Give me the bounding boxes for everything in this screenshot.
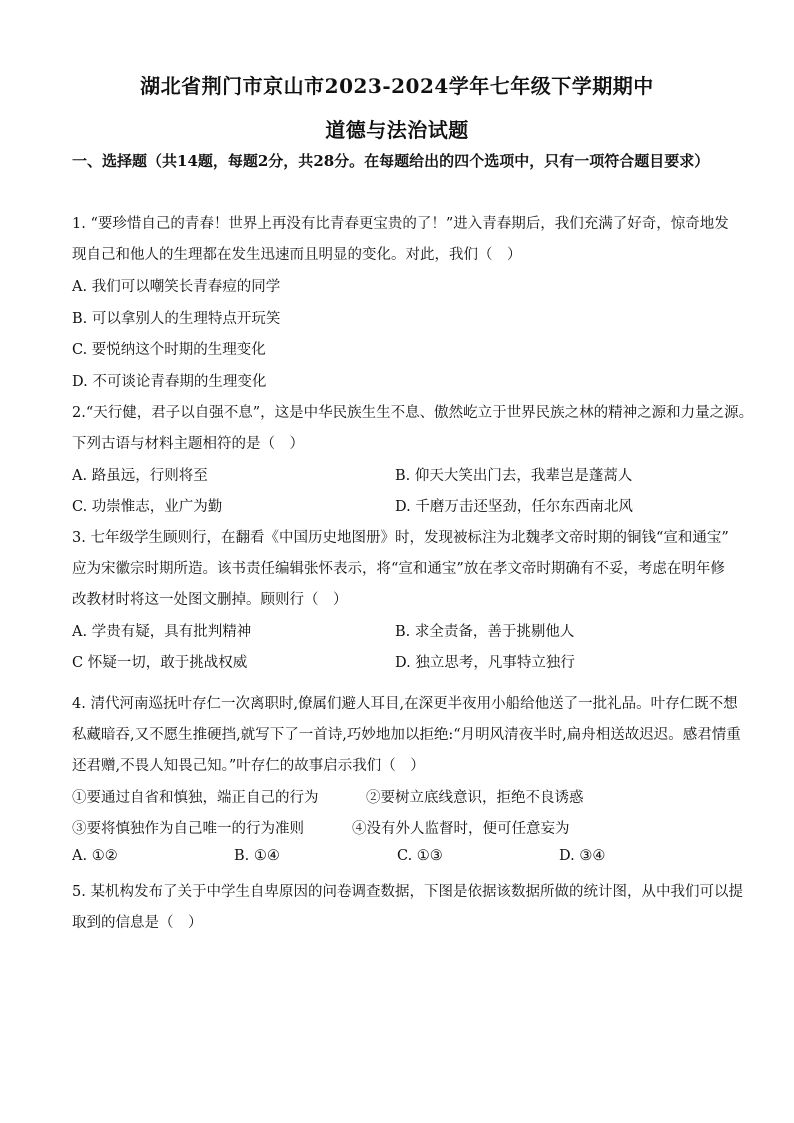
section-heading: 一、选择题（共14题，每题2分，共28分。在每题给出的四个选项中，只有一项符合题目要求）: [72, 152, 710, 170]
q2-option-d: D. 千磨万击还坚劲，任尔东西南北风: [395, 499, 633, 515]
q2-stem-line1: 2.“天行健，君子以自强不息”，这是中华民族生生不息、傲然屹立于世界民族之林的精神之源和力量之源。: [72, 405, 754, 421]
q3-option-c: C 怀疑一切，敢于挑战权威: [72, 655, 248, 671]
q4-option-c: C. ①③: [397, 848, 443, 864]
q4-statement-4: ④没有外人监督时，便可任意妄为: [352, 821, 570, 837]
q5-stem-line1: 5. 某机构发布了关于中学生自卑原因的问卷调查数据，下图是依据该数据所做的统计图，从中我们可以提: [72, 884, 743, 900]
q2-option-b: B. 仰天大笑出门去，我辈岂是蓬蒿人: [395, 468, 633, 484]
q1-option-b: B. 可以拿别人的生理特点开玩笑: [72, 311, 281, 327]
q1-stem-line2: 现自己和他人的生理都在发生迅速而且明显的变化。对此，我们（ ）: [72, 247, 522, 263]
q4-stem-line1: 4. 清代河南巡抚叶存仁一次离职时,僚属们避人耳目,在深更半夜用小船给他送了一批礼品。叶存仁既不想: [72, 696, 738, 712]
q1-option-c: C. 要悦纳这个时期的生理变化: [72, 342, 266, 358]
q4-statement-3: ③要将慎独作为自己唯一的行为准则: [72, 821, 304, 837]
q3-option-b: B. 求全责备，善于挑剔他人: [395, 624, 575, 640]
q4-statement-2: ②要树立底线意识，拒绝不良诱惑: [366, 790, 584, 806]
q4-option-b: B. ①④: [234, 848, 280, 864]
q1-option-d: D. 不可谈论青春期的生理变化: [72, 374, 267, 390]
q3-option-a: A. 学贵有疑，具有批判精神: [72, 624, 252, 640]
q4-statement-1: ①要通过自省和慎独，端正自己的行为: [72, 790, 319, 806]
q4-option-a: A. ①②: [72, 848, 118, 864]
q2-stem-line2: 下列古语与材料主题相符的是（ ）: [72, 436, 304, 452]
q1-option-a: A. 我们可以嘲笑长青春痘的同学: [72, 279, 281, 295]
q2-option-a: A. 路虽远，行则将至: [72, 468, 208, 484]
q4-stem-line3: 还君赠,不畏人知畏己知。”叶存仁的故事启示我们（ ）: [72, 758, 425, 774]
q1-stem-line1: 1. “要珍惜自己的青春！世界上再没有比青春更宝贵的了！”进入青春期后，我们充满了好奇，惊奇地发: [72, 216, 729, 232]
q4-stem-line2: 私藏暗吞,又不愿生推硬挡,就写下了一首诗,巧妙地加以拒绝:“月明风清夜半时,扁舟相送故迟迟。感君情重: [72, 727, 741, 743]
q3-stem-line2: 应为宋徽宗时期所造。该书责任编辑张怀表示，将“宣和通宝”放在孝文帝时期确有不妥，考虑在明年修: [72, 561, 725, 577]
exam-title: 湖北省荆门市京山市2023-2024学年七年级下学期期中: [140, 74, 654, 98]
exam-subject-title: 道德与法治试题: [325, 118, 469, 142]
q2-option-c: C. 功崇惟志，业广为勤: [72, 499, 223, 515]
q3-option-d: D. 独立思考，凡事特立独行: [395, 655, 575, 671]
q4-option-d: D. ③④: [559, 848, 606, 864]
q3-stem-line1: 3. 七年级学生顾则行，在翻看《中国历史地图册》时，发现被标注为北魏孝文帝时期的铜钱“宣和通宝”: [72, 530, 729, 546]
q5-stem-line2: 取到的信息是（ ）: [72, 915, 203, 931]
q3-stem-line3: 改教材时将这一处图文删掉。顾则行（ ）: [72, 592, 348, 608]
